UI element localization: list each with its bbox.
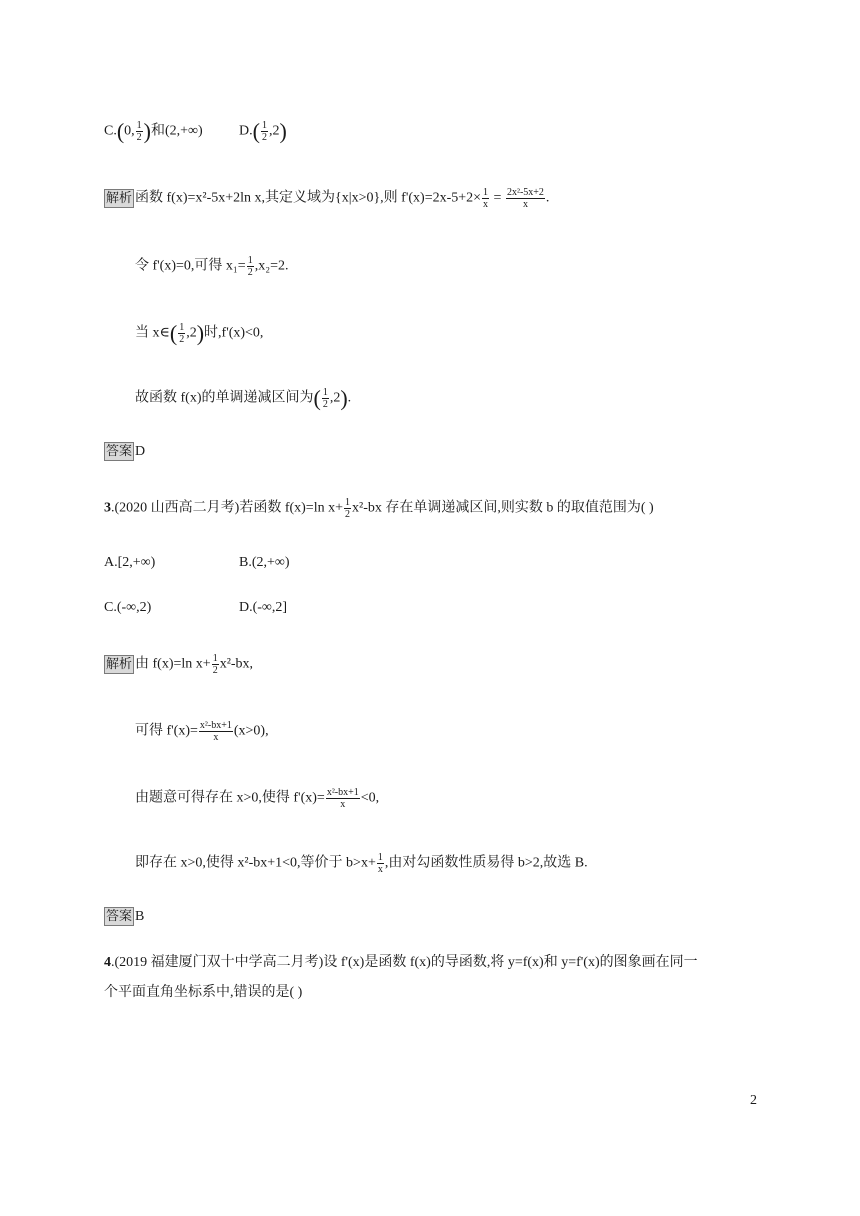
paren-right: ) bbox=[279, 118, 287, 144]
frac-den: x bbox=[522, 199, 528, 210]
option-c-and: 和(2,+∞) bbox=[151, 123, 203, 139]
text: . bbox=[347, 390, 352, 406]
question-number: 3 bbox=[104, 500, 111, 516]
text: x²-bx 存在单调递减区间,则实数 b 的取值范围为( ) bbox=[352, 500, 654, 516]
text: = bbox=[490, 190, 505, 206]
frac-num: 1 bbox=[136, 120, 142, 131]
answer-tag: 答案 bbox=[106, 444, 133, 459]
text: 时,f'(x)<0, bbox=[204, 325, 264, 341]
page-number: 2 bbox=[750, 1093, 757, 1108]
option-d-label: D. bbox=[239, 123, 253, 139]
frac-num: 1 bbox=[179, 322, 185, 333]
paren-left: ( bbox=[252, 118, 260, 144]
text: 故函数 f(x)的单调递减区间为 bbox=[135, 390, 314, 406]
solution-2-line-3 bbox=[135, 322, 263, 345]
frac-num: 1 bbox=[322, 387, 328, 398]
frac-den: x bbox=[483, 199, 489, 210]
frac-den: 2 bbox=[247, 267, 253, 278]
solution-3-line-4 bbox=[135, 852, 588, 875]
fraction bbox=[247, 255, 254, 278]
solution-3-line-3 bbox=[135, 787, 379, 810]
text: 可得 f'(x)= bbox=[135, 723, 198, 739]
fraction bbox=[136, 120, 143, 143]
frac-num: 1 bbox=[483, 187, 489, 198]
question-3 bbox=[104, 497, 654, 520]
question-4-line-2: 个平面直角坐标系中,错误的是( ) bbox=[104, 985, 303, 1000]
option-c-label: C. bbox=[104, 123, 117, 139]
text: x²-bx, bbox=[219, 656, 254, 672]
fraction bbox=[377, 852, 384, 875]
option-c-zero: 0, bbox=[124, 123, 135, 139]
solution-3-line-2 bbox=[135, 720, 269, 743]
frac-den: 2 bbox=[345, 509, 350, 520]
frac-den: 2 bbox=[322, 399, 328, 410]
analysis-tag: 解析 bbox=[106, 190, 133, 206]
fraction bbox=[178, 322, 185, 345]
text: f(x)=x²-5x+2ln x,其定义域为{x|x>0},则 f'(x)=2x-5+2× bbox=[166, 190, 482, 206]
solution-2-line-1 bbox=[104, 187, 549, 210]
frac-den: x bbox=[377, 864, 383, 875]
answer-value: B bbox=[135, 909, 145, 924]
paren-right: ) bbox=[143, 118, 151, 144]
frac-den: x bbox=[213, 732, 219, 743]
frac-den: x bbox=[340, 799, 346, 810]
fraction bbox=[326, 787, 360, 810]
option-d-tail: ,2 bbox=[268, 123, 280, 139]
fraction bbox=[344, 497, 351, 520]
fraction bbox=[506, 187, 545, 210]
answer-tag: 答案 bbox=[106, 909, 133, 924]
solution-2-line-4 bbox=[135, 387, 351, 410]
text: (x>0), bbox=[233, 723, 269, 739]
option-d bbox=[239, 120, 287, 143]
frac-num: 1 bbox=[345, 497, 350, 508]
option-b: B.(2,+∞) bbox=[239, 555, 290, 570]
text: ,2 bbox=[329, 390, 341, 406]
text: 即存在 x>0,使得 x²-bx+1<0,等价于 b>x+ bbox=[135, 855, 376, 871]
fraction bbox=[212, 653, 219, 676]
fraction bbox=[322, 387, 329, 410]
frac-den: 2 bbox=[212, 665, 218, 676]
solution-3-line-1 bbox=[104, 653, 253, 676]
answer-value: D bbox=[135, 444, 146, 459]
solution-2-line-2 bbox=[135, 255, 288, 278]
frac-num: 1 bbox=[247, 255, 253, 266]
option-d: D.(-∞,2] bbox=[239, 600, 288, 615]
text: 令 f'(x)=0,可得 x₁= bbox=[135, 258, 246, 274]
text: 当 x∈ bbox=[135, 325, 170, 341]
frac-den: 2 bbox=[179, 334, 185, 345]
analysis-tag: 解析 bbox=[106, 656, 133, 672]
frac-num: 2x²-5x+2 bbox=[506, 187, 544, 198]
question-number: 4 bbox=[104, 955, 111, 970]
text: ,由对勾函数性质易得 b>2,故选 B. bbox=[384, 855, 588, 871]
frac-num: 1 bbox=[261, 120, 267, 131]
frac-num: 1 bbox=[212, 653, 218, 664]
paren-right: ) bbox=[196, 320, 205, 346]
text: ,2 bbox=[186, 325, 197, 341]
solution-3-answer bbox=[104, 907, 144, 927]
text: 由 f(x)=ln x+ bbox=[135, 656, 211, 672]
question-4-line-1 bbox=[104, 953, 698, 973]
text: 由题意可得存在 x>0,使得 f'(x)= bbox=[135, 790, 325, 806]
fraction bbox=[261, 120, 268, 143]
text: . bbox=[545, 190, 550, 206]
frac-num: 1 bbox=[377, 852, 383, 863]
fraction bbox=[482, 187, 489, 210]
option-a: A.[2,+∞) bbox=[104, 555, 156, 570]
text: <0, bbox=[360, 790, 380, 806]
paren-left: ( bbox=[169, 320, 178, 346]
text: .(2019 福建厦门双十中学高二月考)设 f'(x)是函数 f(x)的导函数,将 y=f(x)和 y=f'(x)的图象画在同一 bbox=[111, 955, 698, 970]
paren-left: ( bbox=[313, 385, 321, 411]
text: ,x₂=2. bbox=[254, 258, 289, 274]
option-c: C.(-∞,2) bbox=[104, 600, 152, 615]
paren-left: ( bbox=[116, 118, 125, 144]
frac-den: 2 bbox=[261, 132, 267, 143]
frac-den: 2 bbox=[136, 132, 142, 143]
fraction bbox=[199, 720, 233, 743]
frac-num: x²-bx+1 bbox=[199, 720, 232, 731]
text: 函数 bbox=[135, 190, 167, 206]
text: .(2020 山西高二月考)若函数 f(x)=ln x+ bbox=[111, 500, 343, 516]
solution-2-answer bbox=[104, 442, 145, 462]
paren-right: ) bbox=[340, 385, 348, 411]
option-c bbox=[104, 120, 203, 143]
frac-num: x²-bx+1 bbox=[326, 787, 359, 798]
